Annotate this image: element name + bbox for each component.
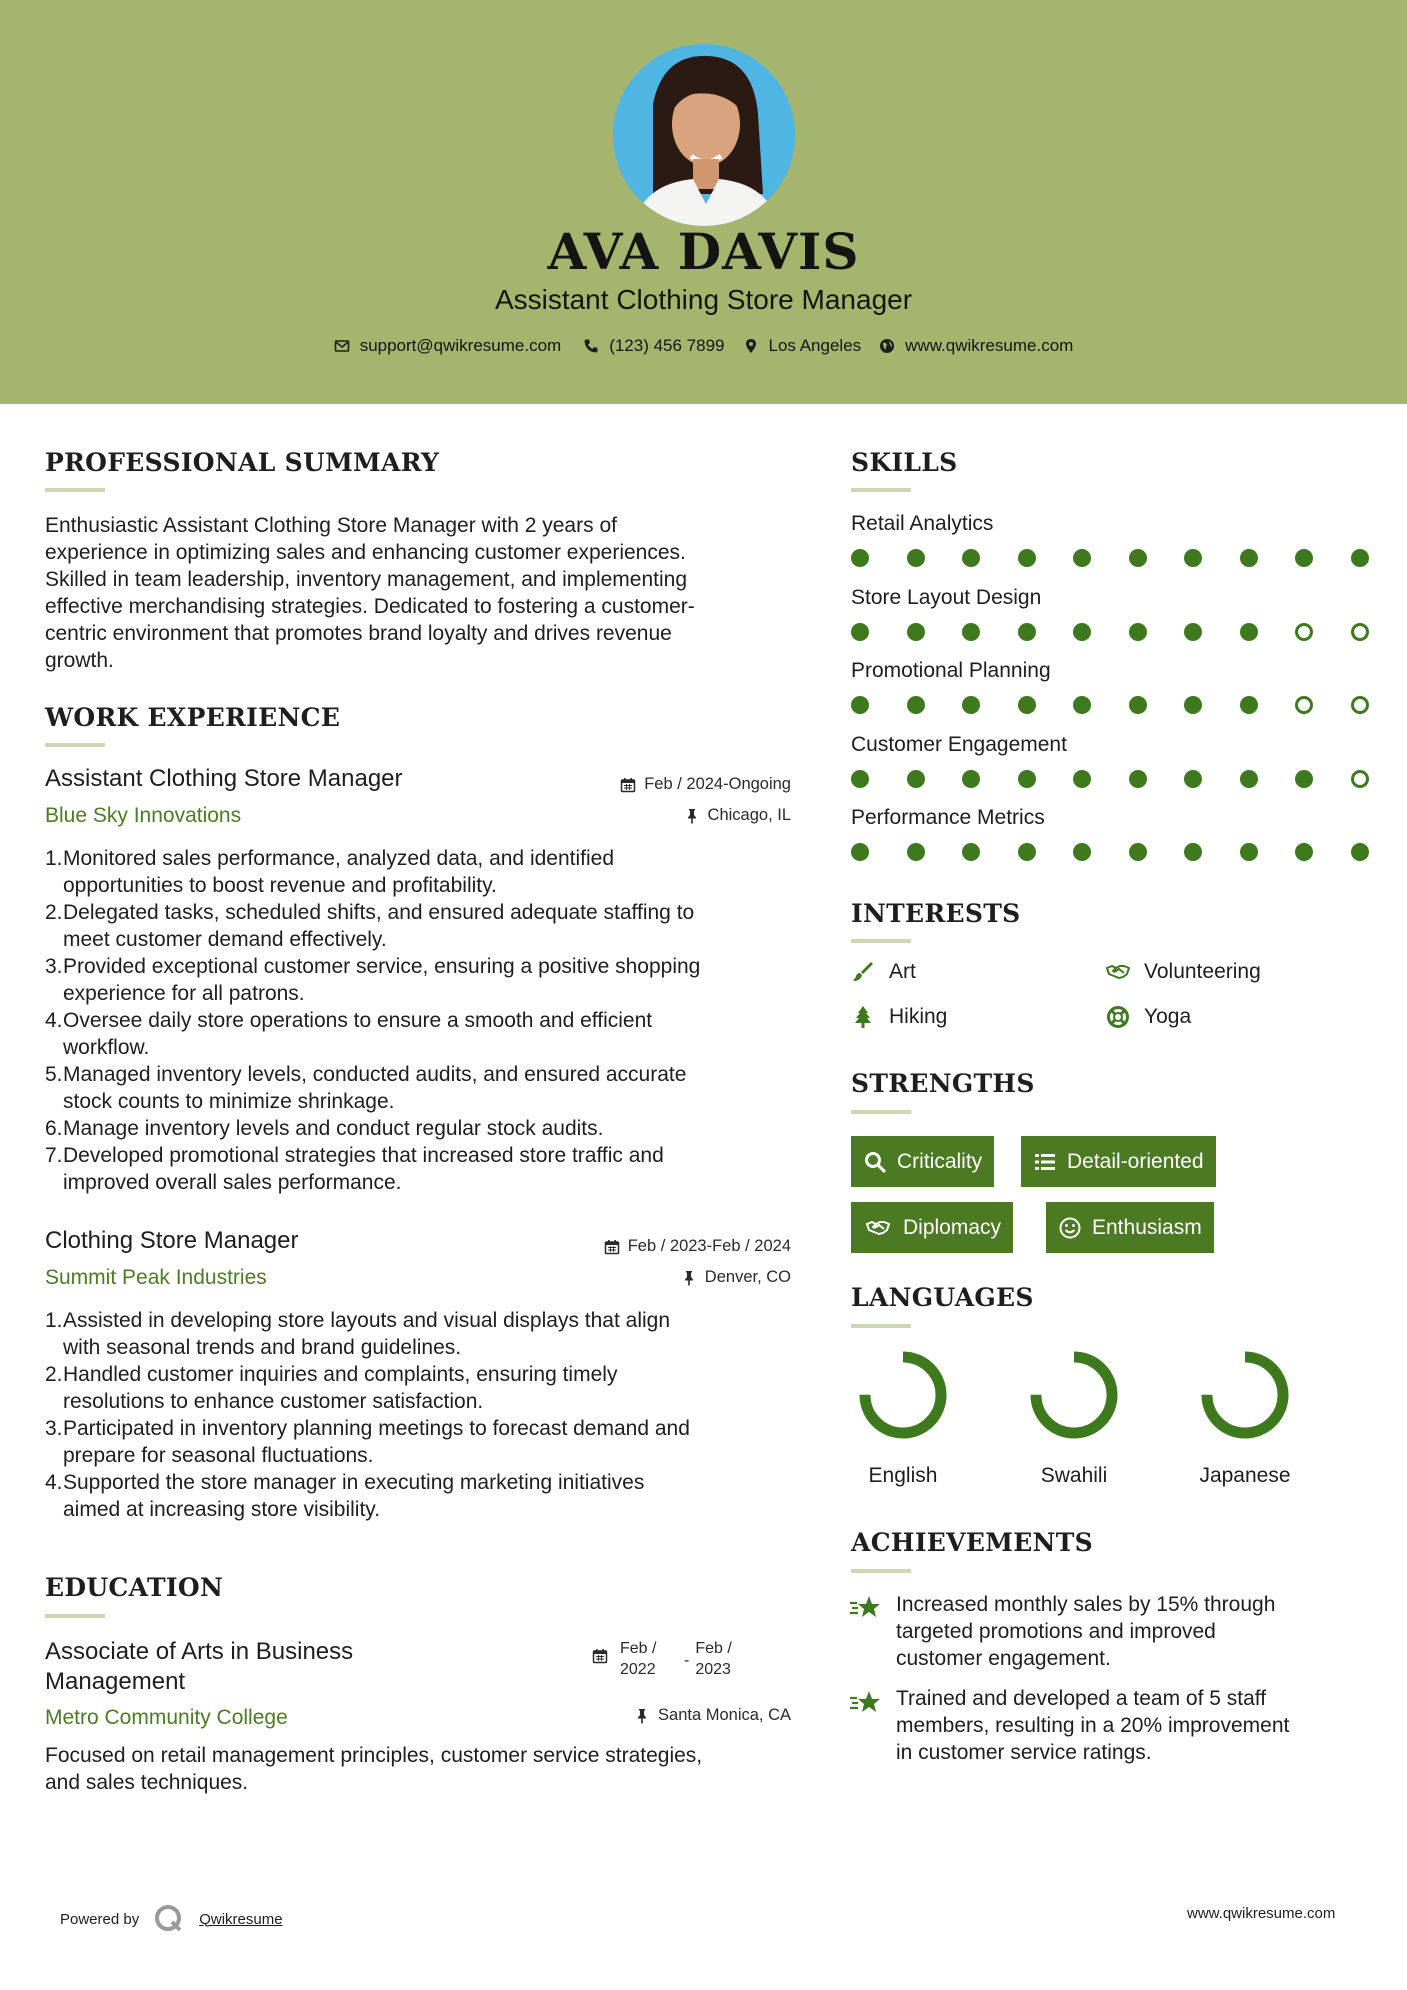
rating-dot-filled [1018, 770, 1036, 788]
skill-name: Customer Engagement [851, 732, 1067, 756]
achievements-heading: ACHIEVEMENTS [851, 1528, 1093, 1557]
skill-rating [851, 623, 1371, 643]
rating-dot-empty [1295, 696, 1313, 714]
interest-label: Hiking [889, 1005, 948, 1028]
skill-rating [851, 843, 1371, 863]
rating-dot-empty [1351, 770, 1369, 788]
skill-name: Performance Metrics [851, 806, 1045, 829]
rating-dot-filled [1018, 623, 1036, 641]
language-name: Swahili [1040, 1464, 1108, 1487]
rating-dot-filled [907, 696, 925, 714]
rating-dot-filled [907, 549, 925, 567]
language-proficiency-ring [1028, 1349, 1120, 1441]
summary-divider [45, 488, 105, 492]
qwikresume-logo-icon [153, 1903, 185, 1935]
languages-divider [851, 1324, 911, 1328]
rating-dot-filled [1129, 623, 1147, 641]
school-name: Metro Community College [45, 1706, 288, 1729]
candidate-name: AVA DAVIS [547, 222, 860, 281]
rating-dot-filled [1295, 843, 1313, 861]
interests-divider [851, 939, 911, 943]
rating-dot-filled [907, 843, 925, 861]
interests-heading: INTERESTS [851, 899, 1021, 928]
phone-text: (123) 456 7899 [609, 336, 725, 355]
education-location-text: Santa Monica, CA [658, 1706, 791, 1724]
rating-dot-filled [1073, 696, 1091, 714]
rating-dot-filled [1129, 549, 1147, 567]
job-title: Clothing Store Manager [45, 1227, 299, 1254]
rating-dot-filled [1240, 549, 1258, 567]
list-item: 1. Assisted in developing store layouts and visual displays that align with seasonal trends and brand guidelines. [45, 1309, 671, 1359]
list-item: 4. Oversee daily store operations to ensure a smooth and efficient workflow. [45, 1009, 653, 1059]
envelope-icon [334, 338, 350, 354]
job-dates-text: Feb / 2024-Ongoing [644, 775, 791, 793]
rating-dot-filled [1129, 843, 1147, 861]
job-title: Assistant Clothing Store Manager [45, 765, 403, 792]
summary-heading: PROFESSIONAL SUMMARY [45, 448, 440, 477]
rating-dot-filled [962, 843, 980, 861]
list-item: 1. Monitored sales performance, analyzed data, and identified opportunities to boost revenue and profitability. [45, 847, 615, 897]
summary-line: growth. [45, 649, 114, 672]
list-item: 5. Managed inventory levels, conducted audits, and ensured accurate stock counts to minimize shrinkage. [45, 1063, 687, 1113]
contact-phone[interactable] [583, 336, 724, 356]
rating-dot-filled [1184, 696, 1202, 714]
education-start: Feb / 2022 [620, 1640, 657, 1678]
pushpin-icon [684, 808, 700, 824]
strength-badge [851, 1202, 1013, 1253]
handshake-icon [863, 1216, 893, 1240]
rating-dot-filled [1018, 696, 1036, 714]
footer-powered-by [60, 1903, 283, 1935]
handshake-icon [1106, 960, 1130, 984]
achievement-item: Increased monthly sales by 15% through targeted promotions and improved customer engagement. [896, 1593, 1276, 1670]
location-text: Los Angeles [768, 336, 862, 355]
map-pin-icon [743, 338, 759, 354]
website-text: www.qwikresume.com [905, 336, 1074, 355]
strength-label: Criticality [897, 1149, 983, 1173]
rating-dot-filled [1073, 549, 1091, 567]
experience-heading: WORK EXPERIENCE [45, 703, 341, 732]
education-heading: EDUCATION [45, 1573, 224, 1602]
summary-line: effective merchandising strategies. Dedicated to fostering a customer- [45, 595, 695, 618]
calendar-icon [604, 1239, 620, 1255]
skill-name: Retail Analytics [851, 512, 994, 535]
pushpin-icon [634, 1708, 650, 1724]
skills-heading: SKILLS [851, 448, 958, 477]
job-location [684, 806, 791, 825]
list-item: 2. Handled customer inquiries and complaints, ensuring timely resolutions to enhance customer satisfaction. [45, 1363, 618, 1413]
rating-dot-filled [851, 623, 869, 641]
list-item: 7. Developed promotional strategies that increased store traffic and improved overall sales performance. [45, 1144, 664, 1194]
list-item: 6. Manage inventory levels and conduct regular stock audits. [45, 1117, 604, 1140]
qwikresume-link[interactable]: Qwikresume [199, 1910, 283, 1928]
language-proficiency-ring [857, 1349, 949, 1441]
rating-dot-filled [1351, 843, 1369, 861]
job-location [681, 1268, 791, 1287]
job-duties [45, 1307, 690, 1523]
list-item: 3. Participated in inventory planning meetings to forecast demand and prepare for seasonal fluctuations. [45, 1417, 690, 1467]
skill-rating [851, 696, 1371, 716]
search-icon [863, 1150, 887, 1174]
rating-dot-filled [907, 623, 925, 641]
profile-photo [613, 44, 795, 226]
smile-icon [1058, 1216, 1082, 1240]
skill-name: Store Layout Design [851, 585, 1042, 609]
list-icon [1033, 1150, 1057, 1174]
strength-label: Detail-oriented [1067, 1149, 1204, 1173]
rating-dot-filled [1184, 770, 1202, 788]
calendar-icon [592, 1648, 608, 1664]
education-description: Focused on retail management principles, customer service strategies, and sales techniques. [45, 1744, 703, 1794]
rating-dot-filled [1184, 843, 1202, 861]
strengths-divider [851, 1110, 911, 1114]
contact-bar [0, 336, 1407, 356]
language-name: English [868, 1464, 938, 1487]
email-text: support@qwikresume.com [359, 336, 562, 355]
education-dates [592, 1638, 732, 1680]
summary-line: Enthusiastic Assistant Clothing Store Manager with 2 years of [45, 514, 617, 537]
rating-dot-filled [962, 696, 980, 714]
date-separator: - [684, 1652, 690, 1669]
education-end: Feb / 2023 [695, 1640, 732, 1678]
job-dates [604, 1237, 791, 1256]
interest-item [1106, 1005, 1191, 1029]
education-divider [45, 1614, 105, 1618]
achievement-item: Trained and developed a team of 5 staff members, resulting in a 20% improvement in customer service ratings. [896, 1687, 1290, 1764]
rating-dot-empty [1351, 623, 1369, 641]
skill-rating [851, 549, 1371, 569]
job-location-text: Chicago, IL [707, 806, 791, 824]
rating-dot-filled [1295, 549, 1313, 567]
pushpin-icon [681, 1270, 697, 1286]
star-icon [849, 1688, 883, 1718]
footer-url[interactable]: www.qwikresume.com [1187, 1905, 1336, 1922]
phone-icon [583, 338, 599, 354]
skill-rating [851, 770, 1371, 790]
interest-label: Art [889, 960, 916, 983]
rating-dot-filled [851, 549, 869, 567]
strength-badge [1046, 1202, 1214, 1253]
paintbrush-icon [851, 960, 875, 984]
education-location [634, 1706, 791, 1725]
skills-divider [851, 488, 911, 492]
rating-dot-filled [1129, 770, 1147, 788]
rating-dot-filled [962, 549, 980, 567]
strength-badge [1021, 1136, 1216, 1187]
rating-dot-filled [1351, 549, 1369, 567]
strength-label: Diplomacy [903, 1215, 1002, 1239]
interest-item [851, 960, 916, 984]
rating-dot-filled [962, 623, 980, 641]
list-item: 3. Provided exceptional customer service, ensuring a positive shopping experience for all patrons. [45, 955, 701, 1005]
strengths-heading: STRENGTHS [851, 1069, 1035, 1098]
summary-line: centric environment that promotes brand loyalty and drives revenue [45, 622, 672, 645]
rating-dot-filled [962, 770, 980, 788]
summary-text [45, 512, 695, 674]
powered-by-text: Powered by [60, 1910, 140, 1928]
job-duties [45, 845, 700, 1196]
rating-dot-filled [1073, 843, 1091, 861]
tree-icon [851, 1005, 875, 1029]
contact-email[interactable] [334, 336, 562, 356]
company-name: Summit Peak Industries [45, 1266, 267, 1289]
rating-dot-filled [1018, 843, 1036, 861]
contact-location [743, 336, 862, 356]
rating-dot-filled [1129, 696, 1147, 714]
rating-dot-filled [1240, 623, 1258, 641]
list-item: 4. Supported the store manager in executing marketing initiatives aimed at increasing store visibility. [45, 1471, 645, 1521]
interest-item [1106, 960, 1261, 984]
resume-header [0, 0, 1407, 404]
star-icon [849, 1593, 883, 1623]
rating-dot-filled [1073, 623, 1091, 641]
calendar-icon [620, 777, 636, 793]
list-item: 2. Delegated tasks, scheduled shifts, and ensured adequate staffing to meet customer demand effectively. [45, 901, 695, 951]
summary-line: Skilled in team leadership, inventory management, and implementing [45, 568, 688, 591]
rating-dot-filled [1184, 623, 1202, 641]
rating-dot-filled [1240, 843, 1258, 861]
language-name: Japanese [1199, 1464, 1291, 1487]
contact-website[interactable] [879, 336, 1073, 356]
job-dates-text: Feb / 2023-Feb / 2024 [627, 1237, 791, 1255]
rating-dot-filled [1184, 549, 1202, 567]
rating-dot-filled [1018, 549, 1036, 567]
degree-title: Associate of Arts in Business Management [45, 1638, 354, 1695]
rating-dot-filled [851, 843, 869, 861]
rating-dot-filled [1240, 770, 1258, 788]
strength-label: Enthusiasm [1092, 1215, 1202, 1239]
skill-name: Promotional Planning [851, 659, 1051, 682]
interest-label: Volunteering [1144, 960, 1261, 983]
globe-icon [879, 338, 895, 354]
company-name: Blue Sky Innovations [45, 804, 242, 827]
rating-dot-filled [1073, 770, 1091, 788]
lifebuoy-icon [1106, 1005, 1130, 1029]
achievements-divider [851, 1569, 911, 1573]
rating-dot-empty [1295, 623, 1313, 641]
job-dates [620, 775, 791, 794]
job-location-text: Denver, CO [704, 1268, 791, 1286]
rating-dot-empty [1351, 696, 1369, 714]
rating-dot-filled [851, 696, 869, 714]
rating-dot-filled [851, 770, 869, 788]
languages-heading: LANGUAGES [851, 1283, 1034, 1312]
experience-divider [45, 743, 105, 747]
interest-label: Yoga [1144, 1005, 1192, 1028]
summary-line: experience in optimizing sales and enhancing customer experiences. [45, 541, 686, 564]
interest-item [851, 1005, 947, 1029]
language-proficiency-ring [1199, 1349, 1291, 1441]
rating-dot-filled [907, 770, 925, 788]
rating-dot-filled [1240, 696, 1258, 714]
candidate-title: Assistant Clothing Store Manager [494, 284, 913, 315]
rating-dot-filled [1295, 770, 1313, 788]
strength-badge [851, 1136, 994, 1187]
